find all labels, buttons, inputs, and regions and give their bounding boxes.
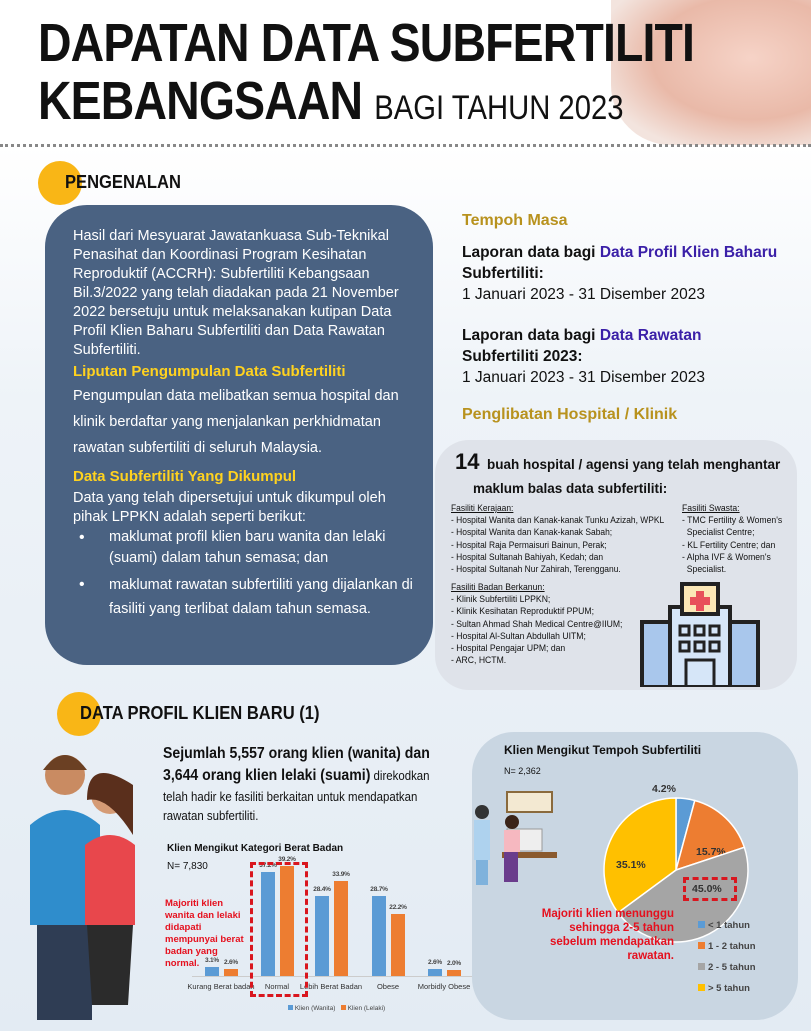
bar <box>391 914 405 976</box>
bar <box>428 969 442 976</box>
bar-data-label: 2.6% <box>223 958 238 966</box>
bar-data-label: 2.6% <box>427 958 442 966</box>
facility-item: - Hospital Sultanah Nur Zahirah, Terengganu. <box>451 564 621 576</box>
legend-swatch <box>698 921 705 928</box>
legend-swatch <box>698 942 705 949</box>
collected-text: Data yang telah dipersetujui untuk dikumpul oleh pihak LPPKN adalah seperti berikut: <box>73 490 386 525</box>
report2: Laporan data bagi Data Rawatan Subfertiliti 2023: 1 Januari 2023 - 31 Disember 2023 <box>462 327 705 386</box>
legend-label: 1 - 2 tahun <box>708 941 756 952</box>
bar <box>224 969 238 976</box>
page-title-line2: KEBANGSAAN BAGI TAHUN 2023 <box>38 71 624 131</box>
pie-annotation: Majoriti klien menunggu sehingga 2-5 tahun sebelum mendapatkan rawatan. <box>541 908 674 962</box>
facility-item: - Hospital Pengajar UPM; dan <box>451 643 566 655</box>
pie-legend <box>698 915 756 999</box>
facility-item: - KL Fertility Centre; dan <box>682 539 776 551</box>
bar-data-label: 28.4% <box>313 886 331 894</box>
legend-label: > 5 tahun <box>708 983 750 994</box>
pie-panel <box>472 732 798 1020</box>
bar-legend: Klien (Wanita) Klien (Lelaki) <box>288 1005 385 1012</box>
hospital-icon <box>640 582 760 687</box>
facility-item: - Hospital Raja Permaisuri Bainun, Perak; <box>451 539 607 551</box>
legend-item <box>698 978 756 999</box>
bar-chart-annotation: Majoriti klien wanita dan lelaki didapati mempunyai berat badan yang normal. <box>165 898 244 969</box>
collected-list <box>79 527 413 621</box>
highlight-box <box>683 877 737 901</box>
x-tick-label: Normal <box>264 982 290 991</box>
facilities-panel <box>435 440 797 690</box>
profile-summary: Sejumlah 5,557 orang klien (wanita) dan 3,644 orang klien lelaki (suami) direkodkan telah hadir ke fasiliti berkaitan untuk mendapatkan rawatan subfertiliti. <box>163 745 430 823</box>
intro-panel <box>45 205 433 665</box>
legend-swatch <box>698 984 705 991</box>
bar-chart-title: Klien Mengikut Kategori Berat Badan <box>167 843 344 854</box>
bar-data-label: 28.7% <box>370 885 388 893</box>
facility-item: - Klinik Kesihatan Reproduktif PPUM; <box>451 606 595 618</box>
facilities-heading: Penglibatan Hospital / Klinik <box>462 406 678 423</box>
pie-data-label: 4.2% <box>652 783 676 795</box>
bar <box>205 967 219 976</box>
bar <box>334 881 348 976</box>
bar-data-label: 3.1% <box>204 957 219 965</box>
coverage-heading: Liputan Pengumpulan Data Subfertiliti <box>73 363 346 380</box>
legend-item <box>698 915 756 936</box>
collected-heading: Data Subfertiliti Yang Dikumpul <box>73 468 297 485</box>
period-heading: Tempoh Masa <box>462 212 568 229</box>
legend-label: < 1 tahun <box>708 920 750 931</box>
facility-item: Specialist. <box>682 564 727 576</box>
pie-chart-n: N= 2,362 <box>504 766 541 776</box>
facility-item: - Hospital Wanita dan Kanak-kanak Sabah; <box>451 527 613 539</box>
bar-data-label: 22.2% <box>389 903 407 911</box>
facility-item: - Hospital Al-Sultan Abdullah UITM; <box>451 630 586 642</box>
x-axis <box>192 976 475 977</box>
bar <box>372 896 386 976</box>
pie-chart-title: Klien Mengikut Tempoh Subfertiliti <box>504 743 702 757</box>
statutory-facilities: Fasiliti Badan Berkanun: - Klinik Subfertiliti LPPKN; - Klinik Kesihatan Reproduktif PPUM; - Sultan Ahmad Shah Medical Centre@IIUM; - Hospital Al-Sultan Abdullah UITM; - Hospital Pengajar UPM; dan - ARC, HCTM. <box>451 582 623 667</box>
facility-item: Specialist Centre; <box>682 527 755 539</box>
facility-item: - Sultan Ahmad Shah Medical Centre@IIUM; <box>451 618 623 630</box>
report1: Laporan data bagi Data Profil Klien Baharu Subfertiliti: 1 Januari 2023 - 31 Disember 2023 <box>462 244 778 303</box>
bar-data-label: 2.0% <box>446 960 461 968</box>
facility-item: - TMC Fertility & Women's <box>682 515 783 527</box>
x-tick-label: Obese <box>376 982 400 991</box>
x-tick-label: Kurang Berat badan <box>187 982 255 991</box>
facility-count: 14 buah hospital / agensi yang telah menghantar maklum balas data subfertiliti: <box>455 449 781 496</box>
bar-data-label: 39.2% <box>278 856 296 864</box>
couple-illustration <box>15 745 155 1025</box>
coverage-text: Pengumpulan data melibatkan semua hospital dan klinik berdaftar yang menjalankan perkhidmatan rawatan subfertiliti di seluruh Malaysia. <box>73 388 399 456</box>
section-heading-intro: PENGENALAN <box>65 172 181 192</box>
bar <box>447 970 461 976</box>
legend-item <box>698 936 756 957</box>
list-item: • maklumat rawatan subfertiliti yang dijalankan di fasiliti yang terlibat dalam tahun semasa. <box>79 573 413 621</box>
highlight-box <box>250 862 308 997</box>
bar <box>315 896 329 976</box>
doctor-patient-illustration <box>472 787 572 887</box>
facility-item: - ARC, HCTM. <box>451 655 507 667</box>
list-item: • maklumat profil klien baru wanita dan lelaki (suami) dalam tahun semasa; dan <box>79 527 413 569</box>
x-tick-label: Lebih Berat Badan <box>299 982 363 991</box>
bar-data-label: 33.9% <box>332 871 350 879</box>
facility-item: - Klinik Subfertiliti LPPKN; <box>451 594 551 606</box>
bar-data-label: 37.2% <box>259 861 277 869</box>
facility-item: - Hospital Wanita dan Kanak-kanak Tunku Azizah, WPKL <box>451 515 665 527</box>
divider <box>0 144 811 147</box>
page-title-line1: DAPATAN DATA SUBFERTILITI <box>38 13 695 73</box>
intro-paragraph: Hasil dari Mesyuarat Jawatankuasa Sub-Teknikal Penasihat dan Koordinasi Program Kesihatan Reproduktif (ACCRH): Subfertiliti Kebangsaan Bil.3/2022 yang telah diadakan pada 21 November 2022 bersetuju untuk melaksanakan kutipan Data Profil Klien Baharu Subfertiliti dan Data Rawatan Subfertiliti. <box>73 228 399 358</box>
gov-facilities: Fasiliti Kerajaan: - Hospital Wanita dan Kanak-kanak Tunku Azizah, WPKL - Hospital Wanita dan Kanak-kanak Sabah; - Hospital Raja Permaisuri Bainun, Perak; - Hospital Sultanah Bahiyah, Kedah; dan - Hospital Sultanah Nur Zahirah, Terengganu. <box>451 503 665 576</box>
pie-data-label: 45.0% <box>692 883 722 895</box>
legend-item <box>698 957 756 978</box>
pie-data-label: 15.7% <box>696 846 726 858</box>
legend-swatch <box>698 963 705 970</box>
private-facilities: Fasiliti Swasta: - TMC Fertility & Women's Specialist Centre; - KL Fertility Centre; dan - Alpha IVF & Women's Specialist. <box>682 503 783 576</box>
pie-data-label: 35.1% <box>616 859 646 871</box>
facility-item: - Alpha IVF & Women's <box>682 551 771 563</box>
facility-item: - Hospital Sultanah Bahiyah, Kedah; dan <box>451 551 604 563</box>
section-heading-profile: DATA PROFIL KLIEN BARU (1) <box>80 703 320 723</box>
x-tick-label: Morbidly Obese <box>417 982 471 991</box>
bar-chart-n: N= 7,830 <box>167 861 208 872</box>
legend-label: 2 - 5 tahun <box>708 962 756 973</box>
